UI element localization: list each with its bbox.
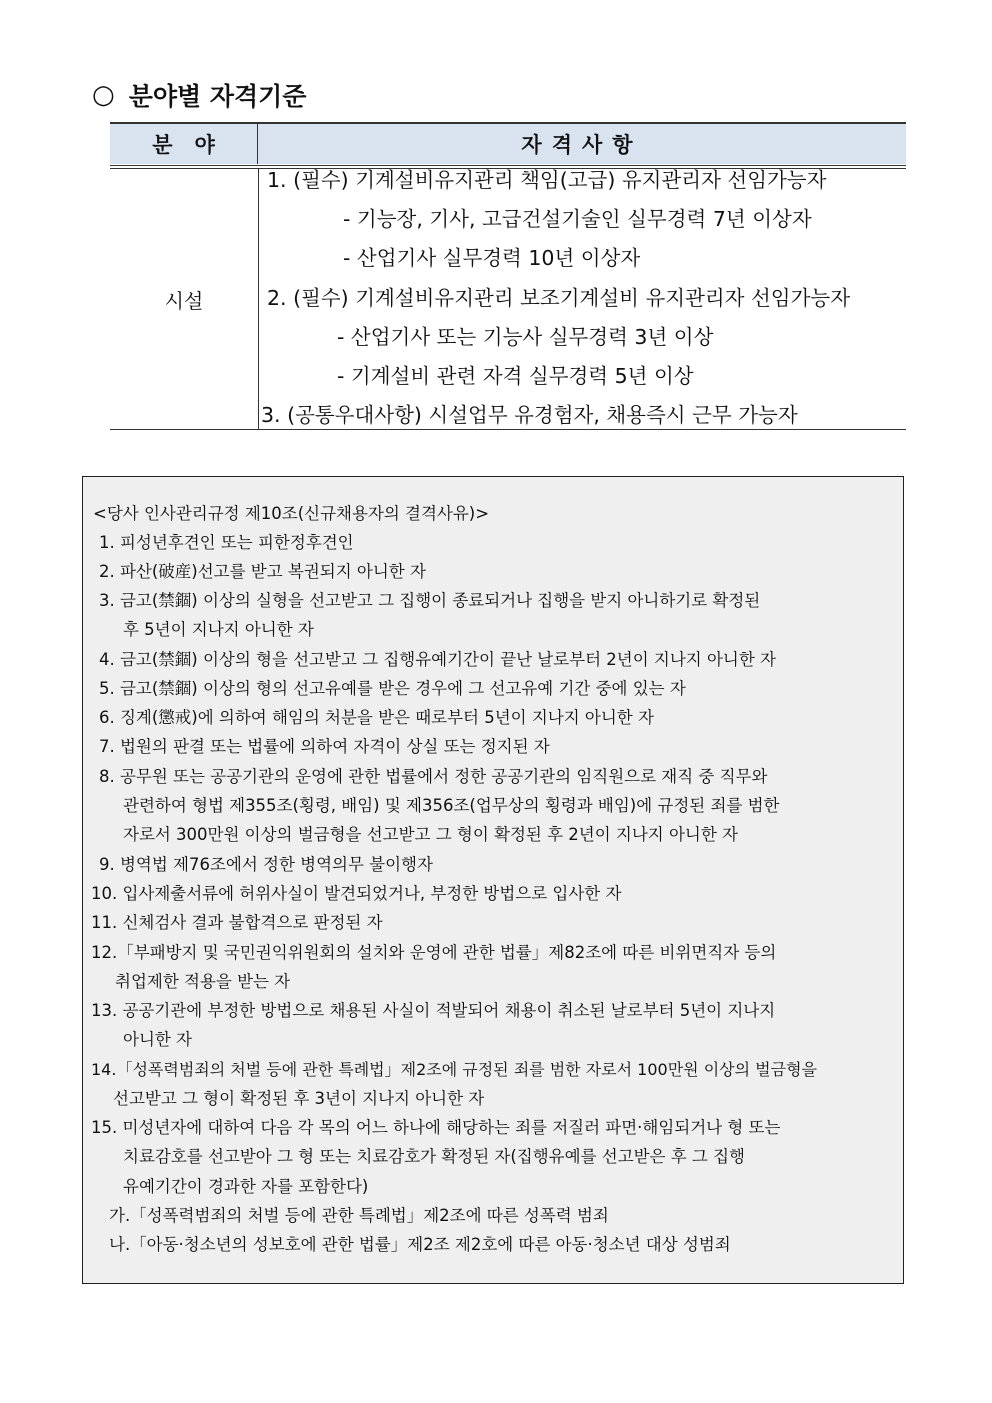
rule-line: 11. 신체검사 결과 불합격으로 판정된 자	[91, 913, 383, 932]
qualification-line: - 산업기사 또는 기능사 실무경력 3년 이상	[337, 325, 714, 349]
rule-line: 7. 법원의 판결 또는 법률에 의하여 자격이 상실 또는 정지된 자	[99, 737, 550, 756]
rule-line: 취업제한 적용을 받는 자	[115, 972, 291, 991]
qualification-line: - 기계설비 관련 자격 실무경력 5년 이상	[337, 364, 694, 388]
rule-line: 14.「성폭력범죄의 처벌 등에 관한 특례법」제2조에 규정된 죄를 범한 자로서 100만원 이상의 벌금형을	[91, 1060, 817, 1079]
rule-line: 8. 공무원 또는 공공기관의 운영에 관한 법률에서 정한 공공기관의 임직원으로 재직 중 직무와	[99, 767, 768, 786]
rule-line: 1. 피성년후견인 또는 피한정후견인	[99, 533, 354, 552]
qualification-table	[110, 122, 906, 430]
rule-line: 9. 병역법 제76조에서 정한 병역의무 불이행자	[99, 855, 433, 874]
rule-line: 4. 금고(禁錮) 이상의 형을 선고받고 그 집행유예기간이 끝난 날로부터 2년이 지나지 아니한 자	[99, 650, 776, 669]
rules-heading: <당사 인사관리규정 제10조(신규채용자의 결격사유)>	[93, 504, 490, 523]
rule-line: 나.「아동·청소년의 성보호에 관한 법률」제2조 제2호에 따른 아동·청소년 대상 성범죄	[109, 1235, 731, 1254]
rule-line: 아니한 자	[123, 1030, 193, 1049]
qualification-line: 2. (필수) 기계설비유지관리 보조기계설비 유지관리자 선임가능자	[267, 286, 851, 310]
rule-line: 2. 파산(破産)선고를 받고 복권되지 아니한 자	[99, 562, 426, 581]
circle-bullet-icon: ○	[92, 80, 115, 110]
table-row	[110, 169, 906, 430]
rule-line: 관련하여 형법 제355조(횡령, 배임) 및 제356조(업무상의 횡령과 배임)에 규정된 죄를 범한	[123, 796, 780, 815]
rule-line: 가.「성폭력범죄의 처벌 등에 관한 특례법」제2조에 따른 성폭력 범죄	[109, 1206, 609, 1225]
rule-line: 5. 금고(禁錮) 이상의 형의 선고유예를 받은 경우에 그 선고유예 기간 중에 있는 자	[99, 679, 686, 698]
rule-line: 15. 미성년자에 대하여 다음 각 목의 어느 하나에 해당하는 죄를 저질러 파면·해임되거나 형 또는	[91, 1118, 781, 1137]
qualification-line: - 기능장, 기사, 고급건설기술인 실무경력 7년 이상자	[343, 207, 812, 231]
qualification-line: 3. (공통우대사항) 시설업무 유경험자, 채용즉시 근무 가능자	[261, 403, 798, 427]
header-field: 분야	[110, 124, 258, 164]
table-header	[110, 122, 906, 164]
rule-line: 3. 금고(禁錮) 이상의 실형을 선고받고 그 집행이 종료되거나 집행을 받지 아니하기로 확정된	[99, 591, 761, 610]
field-cell: 시설	[110, 169, 259, 429]
rule-line: 자로서 300만원 이상의 벌금형을 선고받고 그 형이 확정된 후 2년이 지나지 아니한 자	[123, 825, 738, 844]
qualification-line: - 산업기사 실무경력 10년 이상자	[343, 246, 641, 270]
rule-line: 13. 공공기관에 부정한 방법으로 채용된 사실이 적발되어 채용이 취소된 날로부터 5년이 지나지	[91, 1001, 776, 1020]
rule-line: 10. 입사제출서류에 허위사실이 발견되었거나, 부정한 방법으로 입사한 자	[91, 884, 622, 903]
rule-line: 12.「부패방지 및 국민권익위원회의 설치와 운영에 관한 법률」제82조에 따른 비위면직자 등의	[91, 943, 777, 962]
qualification-line: 1. (필수) 기계설비유지관리 책임(고급) 유지관리자 선임가능자	[267, 168, 827, 192]
rule-line: 6. 징계(懲戒)에 의하여 해임의 처분을 받은 때로부터 5년이 지나지 아니한 자	[99, 708, 654, 727]
rule-line: 후 5년이 지나지 아니한 자	[123, 620, 314, 639]
rule-line: 유예기간이 경과한 자를 포함한다)	[123, 1177, 369, 1196]
rule-line: 치료감호를 선고받아 그 형 또는 치료감호가 확정된 자(집행유예를 선고받은 후 그 집행	[123, 1147, 745, 1166]
header-qualification: 자격사항	[521, 133, 643, 157]
qualification-cell	[259, 169, 906, 429]
section-title	[92, 78, 306, 112]
rule-line: 선고받고 그 형이 확정된 후 3년이 지나지 아니한 자	[113, 1089, 485, 1108]
section-title-text: 분야별 자격기준	[128, 82, 307, 111]
disqualification-rules-box	[82, 476, 904, 1284]
